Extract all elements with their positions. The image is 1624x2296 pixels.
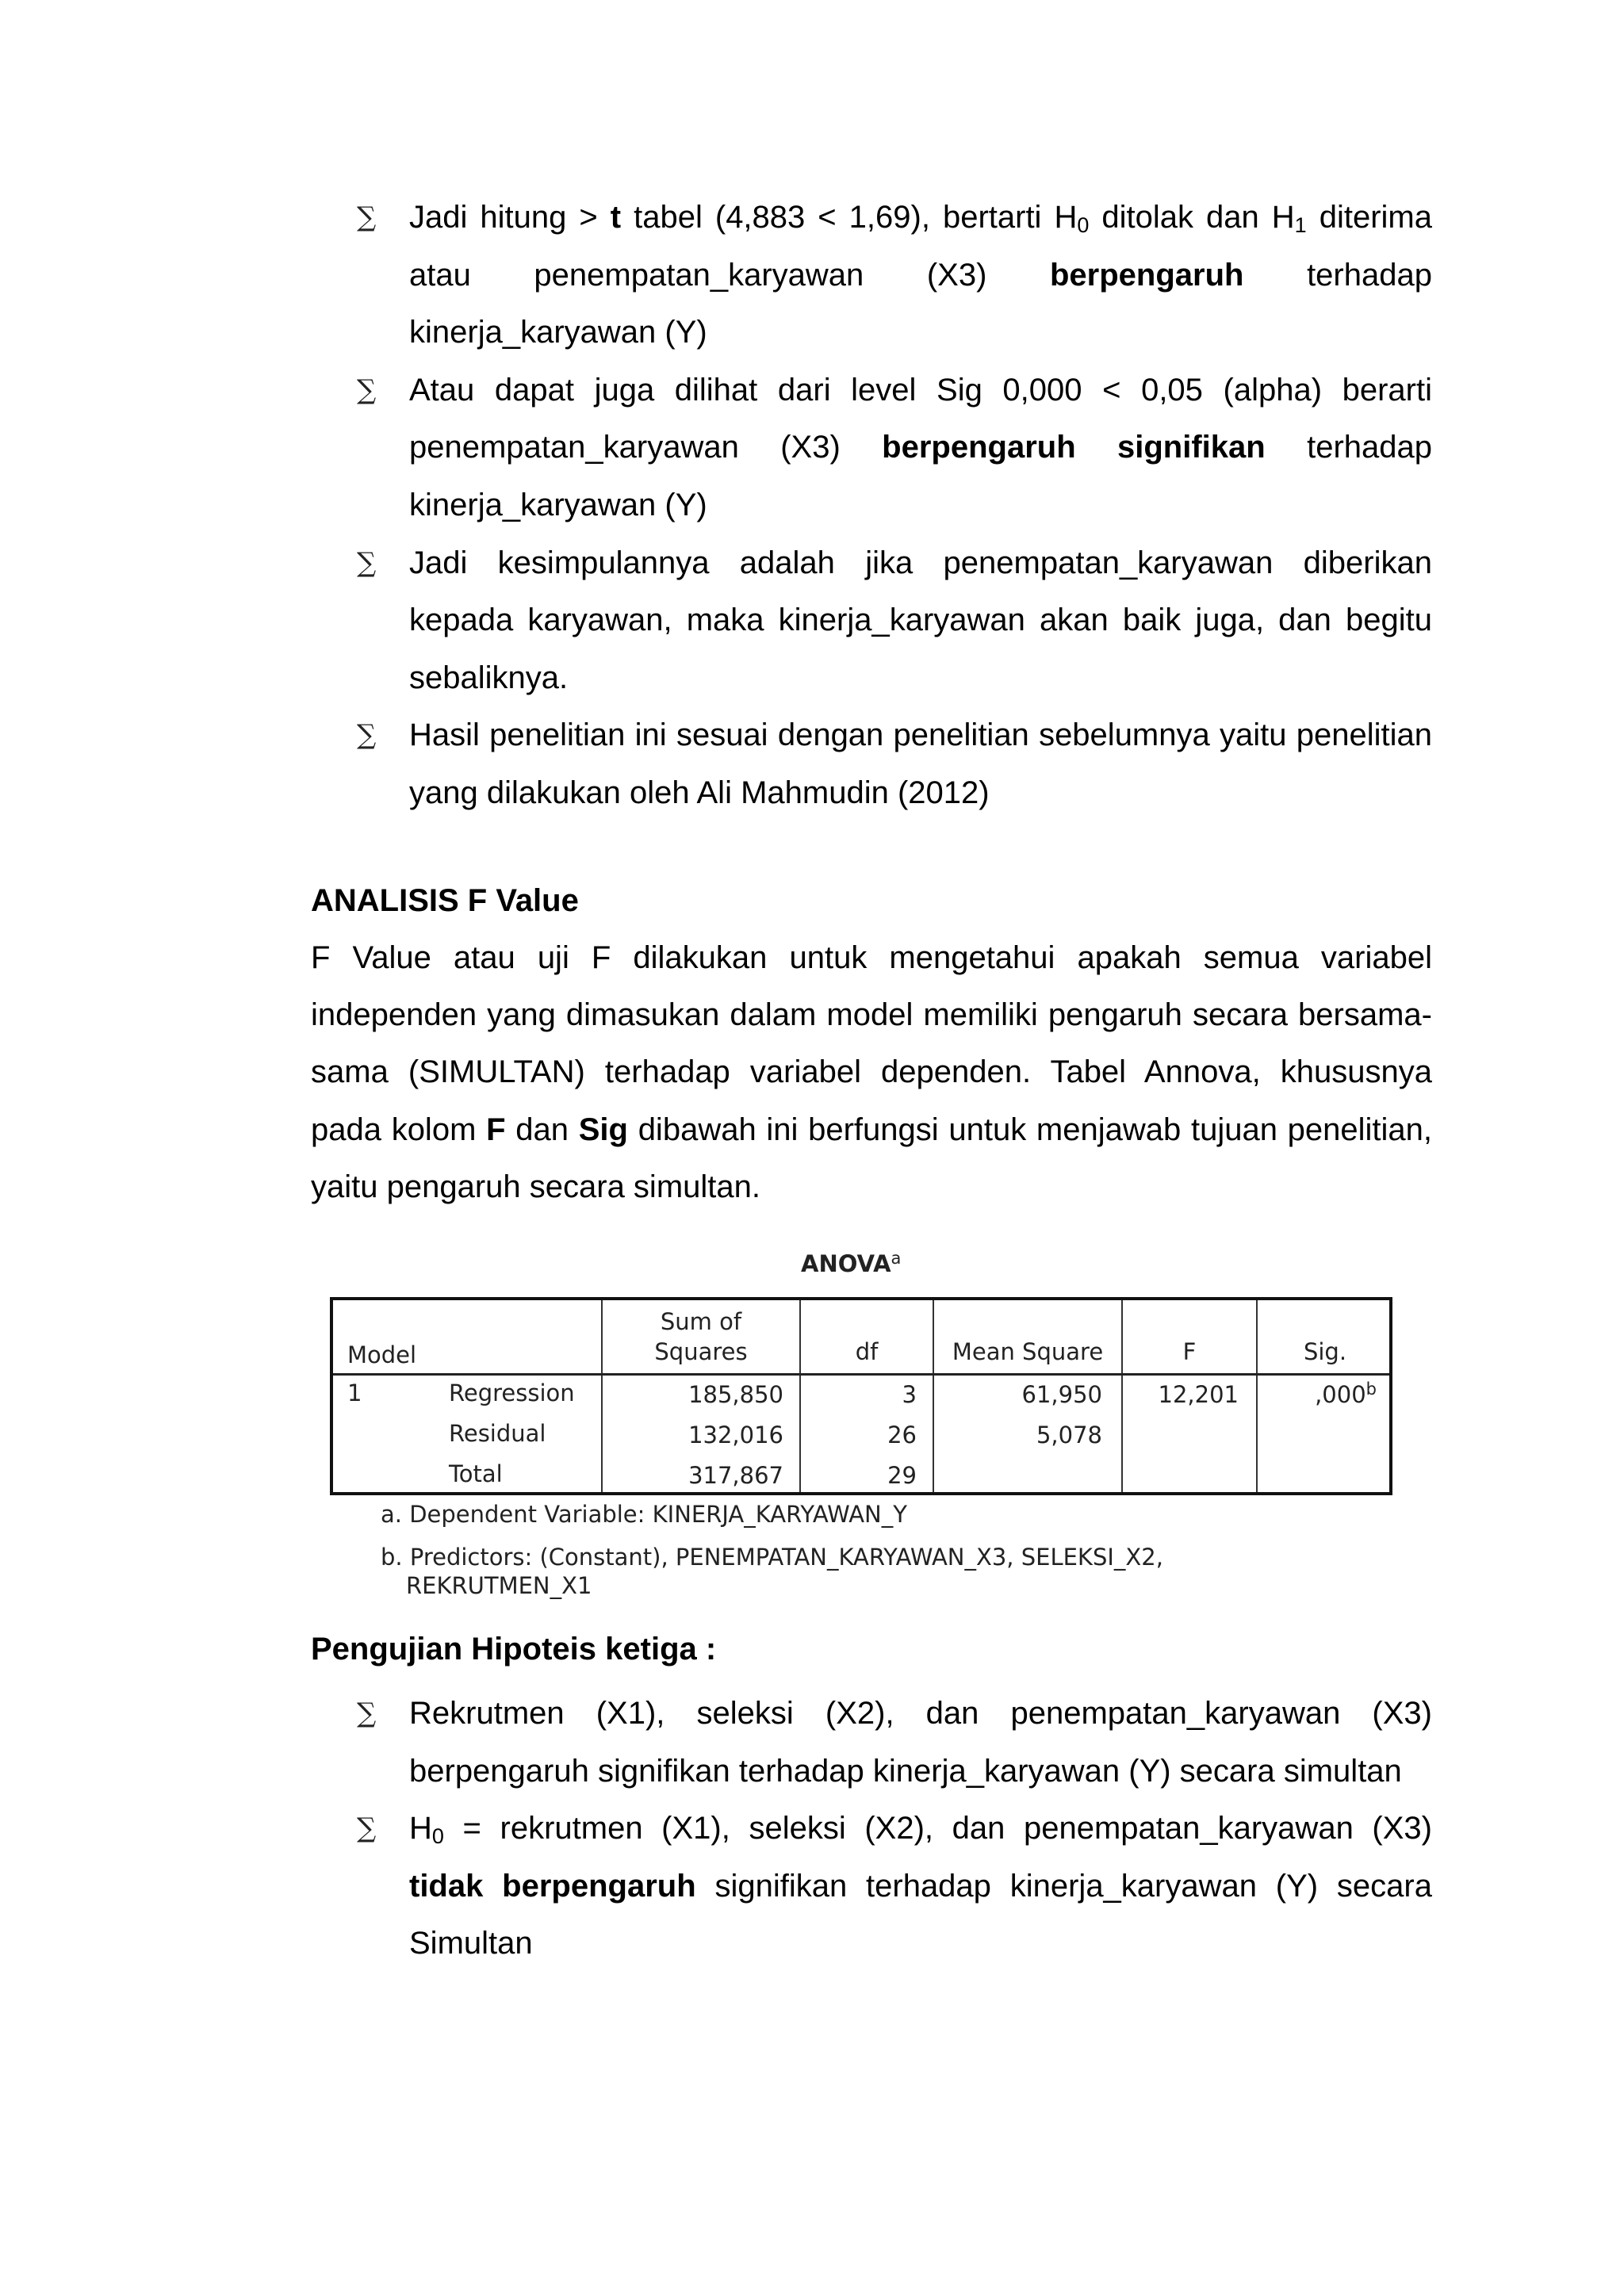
- bullet-text: hitung >: [480, 200, 598, 235]
- header-sum-of-squares-line1: Sum of: [660, 1308, 742, 1335]
- bullet-sig-level: [357, 362, 1432, 534]
- bold-text: tidak berpengaruh: [409, 1868, 696, 1904]
- bullet-t-test-conclusion: [357, 189, 1432, 362]
- subscript: 1: [1294, 213, 1307, 237]
- anova-table-title: [801, 1249, 901, 1277]
- bullet-text: tabel (4,883 < 1,69), bertarti H: [634, 200, 1078, 235]
- header-df: df: [855, 1338, 879, 1365]
- sum-bullet-icon: ∑: [357, 1812, 377, 1845]
- bullet-h1-statement: [357, 1685, 1432, 1800]
- header-divider: [333, 1373, 1389, 1376]
- cell-f-regression: 12,201: [1158, 1381, 1239, 1408]
- cell-df-regression: 3: [902, 1381, 917, 1408]
- footnote-predictors: b. Predictors: (Constant), PENEMPATAN_KARYAWAN_X3, SELEKSI_X2,: [381, 1544, 1163, 1571]
- cell-df-total: 29: [887, 1462, 917, 1489]
- bold-text: berpengaruh signifikan: [882, 430, 1266, 465]
- header-model: Model: [347, 1341, 417, 1368]
- title-superscript: a: [891, 1249, 902, 1268]
- header-f: F: [1182, 1338, 1197, 1365]
- bullet-text: ditolak dan H: [1101, 200, 1295, 235]
- sig-superscript: b: [1365, 1380, 1377, 1399]
- sum-bullet-icon: ∑: [357, 201, 377, 233]
- bullet-text: terhadap kinerja_karyawan (Y): [409, 257, 1432, 350]
- sum-bullet-icon: ∑: [357, 719, 377, 752]
- paragraph-text: F Value atau uji F dilakukan untuk mengetahui apakah semua variabel independen yang dimasukan dalam model memiliki pengaruh secara bersama-sama (SIMULTAN) terhadap variabel dependen. Tabel Annova, khususnya pada kolom: [311, 940, 1432, 1147]
- bullet-h0-statement: [357, 1800, 1432, 1973]
- anova-table: [330, 1297, 1392, 1495]
- bullet-text: terhadap kinerja_karyawan (Y): [409, 430, 1432, 522]
- bullet-text: signifikan terhadap kinerja_karyawan (Y) secara Simultan: [409, 1868, 1432, 1961]
- bullet-text: Jadi kesimpulannya adalah jika penempatan_karyawan diberikan kepada karyawan, maka kinerja_karyawan akan baik juga, dan begitu sebaliknya.: [409, 545, 1432, 695]
- result-bullet-list: [357, 189, 1432, 822]
- hypothesis-bullet-list: [357, 1685, 1432, 1973]
- bullet-previous-research: [357, 706, 1432, 821]
- sum-bullet-icon: ∑: [357, 1697, 377, 1729]
- bullet-text: Rekrutmen (X1), seleksi (X2), dan penempatan_karyawan (X3) berpengaruh signifikan terhadap kinerja_karyawan (Y) secara simultan: [409, 1696, 1432, 1789]
- header-sig: Sig.: [1303, 1338, 1347, 1365]
- row-label-regression: Regression: [449, 1380, 575, 1406]
- bullet-text: diterima atau penempatan_karyawan (X3): [409, 200, 1432, 293]
- cell-ss-total: 317,867: [688, 1462, 783, 1489]
- model-number: 1: [347, 1380, 362, 1406]
- bold-text: F: [486, 1112, 506, 1147]
- bullet-text: Hasil penelitian ini sesuai dengan penelitian sebelumnya yaitu penelitian yang dilakukan oleh Ali Mahmudin (2012): [409, 718, 1432, 810]
- header-sum-of-squares-line2: Squares: [654, 1338, 748, 1365]
- bullet-text: H: [409, 1811, 432, 1846]
- f-value-paragraph: [311, 929, 1432, 1215]
- bullet-text: Jadi: [409, 200, 468, 235]
- title-text: ANOVA: [801, 1250, 891, 1277]
- bullet-conclusion: [357, 534, 1432, 707]
- cell-ms-regression: 61,950: [1021, 1381, 1102, 1408]
- subscript: 0: [431, 1824, 444, 1849]
- footnote-predictors-cont: REKRUTMEN_X1: [406, 1572, 592, 1599]
- header-mean-square: Mean Square: [952, 1338, 1104, 1365]
- subscript: 0: [1077, 213, 1090, 237]
- bold-t: t: [610, 200, 622, 235]
- paragraph-text: dibawah ini berfungsi untuk menjawab tujuan penelitian, yaitu pengaruh secara simultan.: [311, 1112, 1433, 1204]
- cell-df-residual: 26: [887, 1422, 917, 1448]
- bold-text: Sig: [578, 1112, 628, 1147]
- row-label-residual: Residual: [449, 1420, 546, 1447]
- cell-sig-regression: [1258, 1381, 1377, 1408]
- paragraph-text: dan: [515, 1112, 569, 1147]
- cell-ss-regression: 185,850: [688, 1381, 783, 1408]
- section-heading-f-value: ANALISIS F Value: [311, 883, 579, 918]
- bullet-text: = rekrutmen (X1), seleksi (X2), dan penempatan_karyawan (X3): [462, 1811, 1432, 1846]
- sum-bullet-icon: ∑: [357, 546, 377, 579]
- cell-ss-residual: 132,016: [688, 1422, 783, 1448]
- bullet-text: Atau dapat juga dilihat dari level Sig 0,000 < 0,05 (alpha) berarti penempatan_karyawan (X3): [409, 372, 1432, 465]
- bold-text: berpengaruh: [1050, 257, 1244, 293]
- footnote-dependent-variable: a. Dependent Variable: KINERJA_KARYAWAN_Y: [381, 1501, 907, 1528]
- row-label-total: Total: [449, 1460, 503, 1487]
- section-heading-hypothesis-3: Pengujian Hipoteis ketiga :: [311, 1632, 717, 1667]
- sum-bullet-icon: ∑: [357, 373, 377, 406]
- cell-ms-residual: 5,078: [1036, 1422, 1102, 1448]
- sig-value: ,000: [1315, 1381, 1366, 1408]
